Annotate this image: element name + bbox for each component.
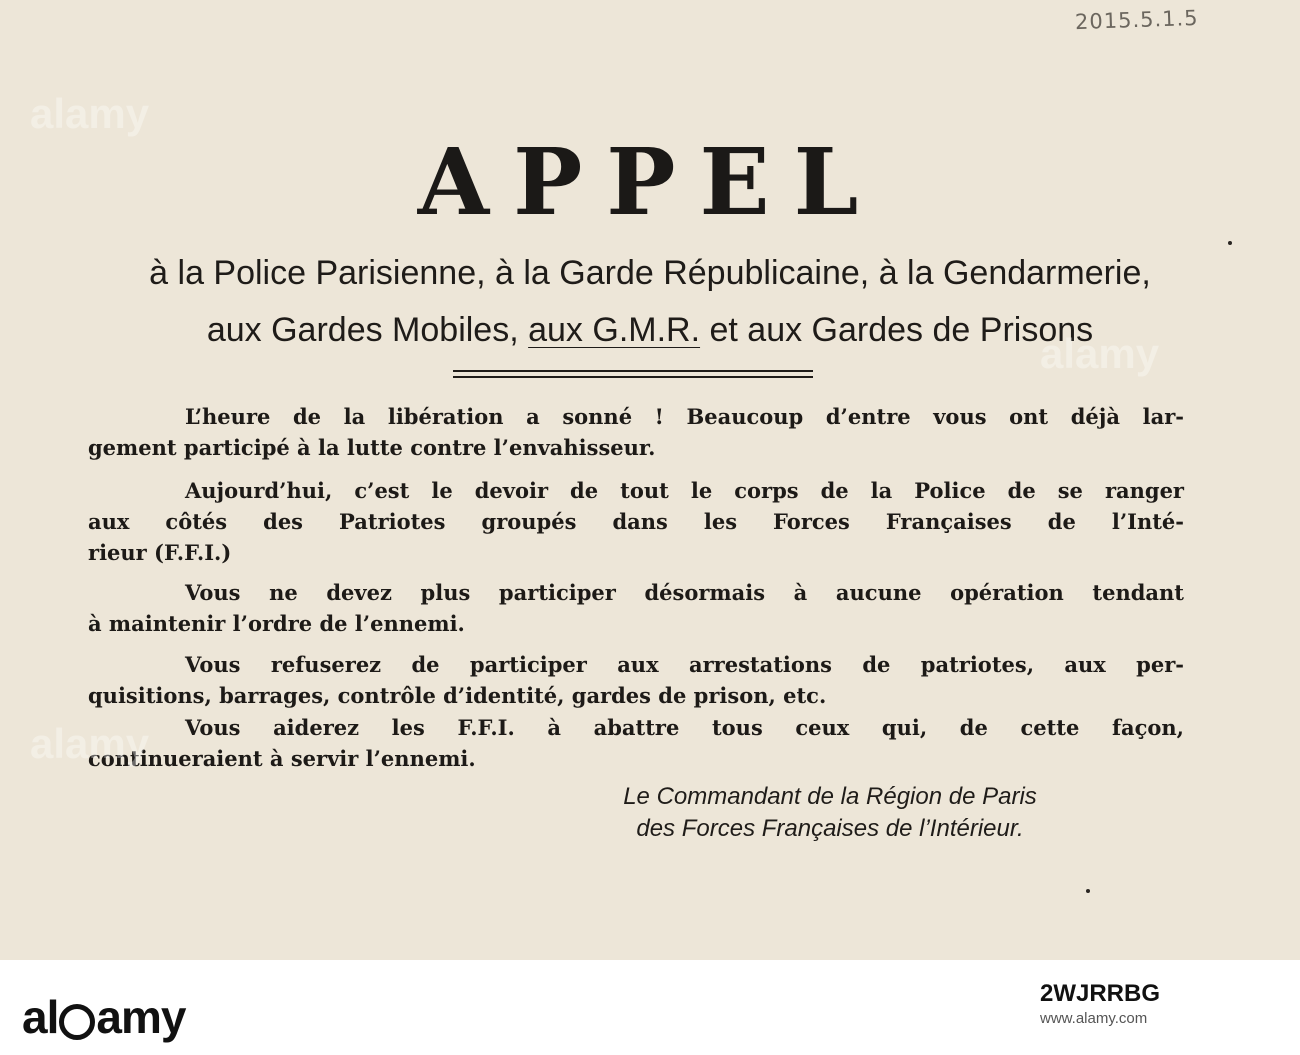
subtitle-line-1: à la Police Parisienne, à la Garde Républicaine, à la Gendarmerie, bbox=[149, 254, 1151, 292]
watermark-info bbox=[1040, 980, 1160, 1030]
paragraph-line: Aujourd’hui, c’est le devoir de tout le corps de la Police de se ranger bbox=[185, 478, 1184, 503]
paragraph-line: continueraient à servir l’ennemi. bbox=[88, 746, 476, 771]
watermark-ghost: alamy bbox=[1040, 330, 1160, 377]
paper-speck bbox=[1086, 889, 1090, 893]
double-rule-top bbox=[453, 370, 813, 372]
subtitle-line-2-underlined: aux G.M.R. bbox=[528, 311, 701, 349]
paper-speck bbox=[1228, 241, 1232, 245]
paragraph-line: quisitions, barrages, contrôle d’identité, gardes de prison, etc. bbox=[88, 683, 827, 708]
paragraph-line: L’heure de la libération a sonné ! Beaucoup d’entre vous ont déjà lar- bbox=[185, 404, 1184, 429]
paragraph-duty bbox=[88, 475, 1184, 568]
paragraph-line: gement participé à la lutte contre l’envahisseur. bbox=[88, 435, 656, 460]
paragraph-liberation bbox=[88, 401, 1184, 463]
signature-line-1: Le Commandant de la Région de Paris bbox=[623, 783, 1037, 810]
paragraph-line: Vous ne devez plus participer désormais à aucune opération tendant bbox=[185, 580, 1184, 605]
paragraph-line: rieur (F.F.I.) bbox=[88, 540, 232, 565]
poster-title: APPEL bbox=[417, 128, 883, 236]
subtitle-line-2 bbox=[0, 310, 1300, 350]
signature-line-2: des Forces Françaises de l’Intérieur. bbox=[636, 815, 1024, 842]
logo-circle-icon bbox=[59, 1004, 95, 1040]
paragraph-line: à maintenir l’ordre de l’ennemi. bbox=[88, 611, 465, 636]
paragraph-line: aux côtés des Patriotes groupés dans les Forces Françaises de l’Inté- bbox=[88, 509, 1184, 534]
double-rule-bottom bbox=[453, 376, 813, 378]
paragraph-line: Vous refuserez de participer aux arrestations de patriotes, aux per- bbox=[185, 652, 1184, 677]
paragraph-line: Vous aiderez les F.F.I. à abattre tous ceux qui, de cette façon, bbox=[185, 715, 1184, 740]
subtitle-line-2-part-c: et aux Gardes de Prisons bbox=[700, 311, 1094, 349]
watermark-ghost: alamy bbox=[30, 720, 150, 767]
accession-number: 2015.5.1.5 bbox=[1074, 5, 1199, 35]
paragraph-refuse bbox=[88, 649, 1184, 711]
image-id: 2WJRRBG bbox=[1040, 980, 1161, 1007]
paragraph-help-ffi bbox=[88, 712, 1184, 774]
subtitle-line-2-part-a: aux Gardes Mobiles, bbox=[206, 311, 529, 349]
site-url: www.alamy.com bbox=[1040, 1010, 1148, 1027]
paragraph-no-operations bbox=[88, 577, 1184, 639]
alamy-logo: al amy bbox=[22, 991, 186, 1043]
watermark-ghost: alamy bbox=[30, 90, 150, 137]
